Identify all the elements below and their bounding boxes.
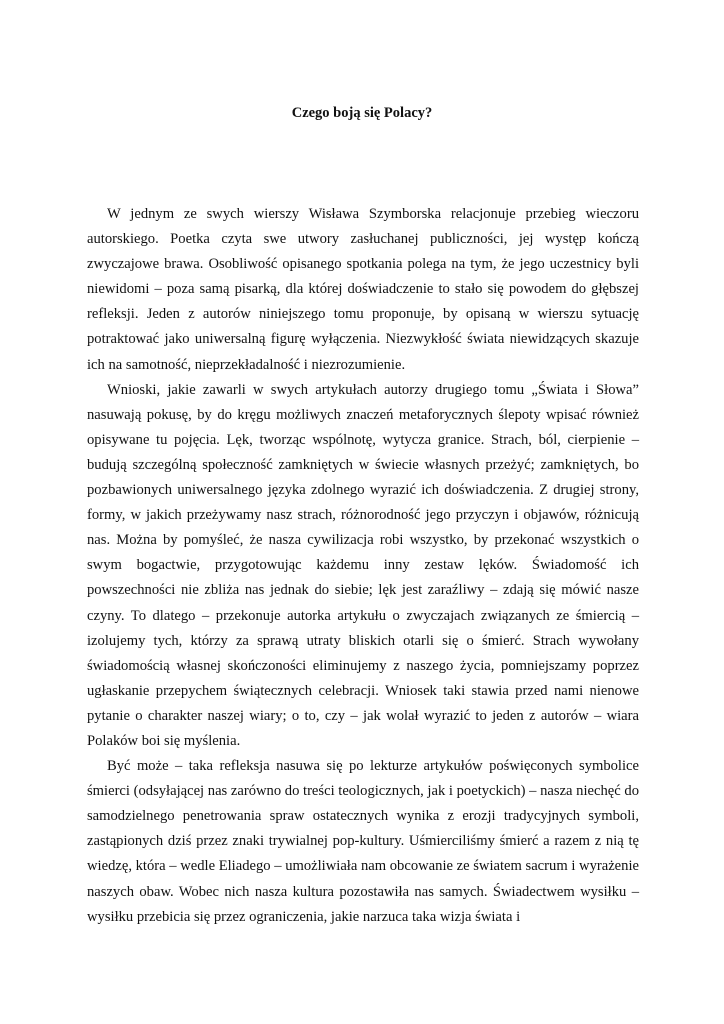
paragraph: W jednym ze swych wierszy Wisława Szymborska relacjonuje przebieg wieczoru autorskiego. Poetka czyta swe utwory zasłuchanej publiczności, jej występ kończą zwyczajowe brawa. Osobliwość opisanego spotkania polega na tym, że jego uczestnicy byli niewidomi – poza samą pisarką, dla której doświadczenie to stało się powodem do głębszej refleksji. Jeden z autorów niniejszego tomu proponuje, by opisaną w wierszu sytuację potraktować jako uniwersalną figurę wyłączenia. Niezwykłość świata niewidzących skazuje ich na samotność, nieprzekładalność i niezrozumienie. bbox=[87, 206, 639, 373]
paragraph: Wnioski, jakie zawarli w swych artykułach autorzy drugiego tomu „Świata i Słowa” nasuwają pokusę, by do kręgu możliwych znaczeń metaforycznych ślepoty wpisać również opisywane tu pojęcia. Lęk, tworząc wspólnotę, wytycza granice. Strach, ból, cierpienie – budują szczególną społeczność zamkniętych w świecie własnych przeżyć; zamkniętych, bo pozbawionych uniwersalnego języka zdolnego wyrazić ich doświadczenia. Z drugiej strony, formy, w jakich przeżywamy nasz strach, różnorodność jego przyczyn i objawów, różnicują nas. Można by pomyśleć, że nasza cywilizacja robi wszystko, by przekonać wszystkich o swym bogactwie, przygotowując każdemu inny zestaw lęków. Świadomość ich powszechności nie zbliża nas jednak do siebie; lęk jest zaraźliwy – zdają się mówić nasze czyny. To dlatego – przekonuje autorka artykułu o zwyczajach związanych ze śmiercią – izolujemy tych, którzy za sprawą utraty bliskich otarli się o śmierć. Strach wywołany świadomością własnej skończoności eliminujemy z naszego życia, pomniejszamy poprzez ugłaskanie przepychem świątecznych celebracji. Wniosek taki stawia przed nami nienowe pytanie o charakter naszej wiary; o to, czy – jak wolał wyrazić to jeden z autorów – wiara Polaków boi się myślenia. bbox=[87, 381, 639, 749]
paragraph: Być może – taka refleksja nasuwa się po lekturze artykułów poświęconych symbolice śmierci (odsyłającej nas zarówno do treści teologicznych, jak i poetyckich) – nasza niechęć do samodzielnego penetrowania spraw ostatecznych wynika z erozji tradycyjnych symboli, zastąpionych dziś przez znaki trywialnej pop-kultury. Uśmierciliśmy śmierć a razem z nią tę wiedzę, która – wedle Eliadego – umożliwiała nam obcowanie ze światem sacrum i wyrażenie naszych obaw. Wobec nich nasza kultura pozostawiła nas samych. Świadectwem wysiłku – wysiłku przebicia się przez ograniczenia, jakie narzuca taka wizja świata i bbox=[87, 758, 639, 925]
document-body bbox=[87, 202, 639, 930]
document-title: Czego boją się Polacy? bbox=[291, 105, 433, 121]
